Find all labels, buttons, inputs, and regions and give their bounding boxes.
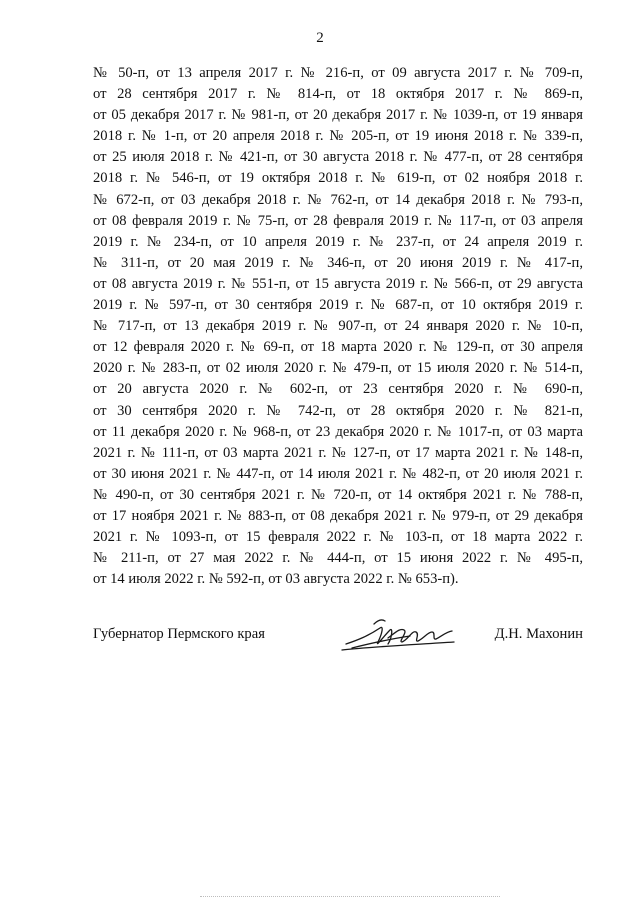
page-number: 2 bbox=[316, 30, 324, 46]
body-line: от 30 июня 2021 г. № 447-п, от 14 июля 2021 г. № 482-п, от 20 июля 2021 г. bbox=[93, 465, 583, 482]
body-line: от 17 ноября 2021 г. № 883-п, от 08 декабря 2021 г. № 979-п, от 29 декабря bbox=[93, 507, 583, 524]
body-line: 2020 г. № 283-п, от 02 июля 2020 г. № 479-п, от 15 июля 2020 г. № 514-п, bbox=[93, 360, 583, 377]
body-line: № 211-п, от 27 мая 2022 г. № 444-п, от 15 июня 2022 г. № 495-п, bbox=[93, 550, 583, 567]
body-line: 2018 г. № 1-п, от 20 апреля 2018 г. № 205-п, от 19 июня 2018 г. № 339-п, bbox=[93, 128, 583, 145]
body-line: 2019 г. № 597-п, от 30 сентября 2019 г. № 687-п, от 10 октября 2019 г. bbox=[93, 297, 583, 314]
handwritten-signature-icon bbox=[338, 614, 458, 658]
footer-divider bbox=[200, 896, 500, 897]
body-text bbox=[93, 63, 583, 590]
body-line-last: от 14 июля 2022 г. № 592-п, от 03 августа 2022 г. № 653-п). bbox=[93, 571, 459, 588]
body-line: № 490-п, от 30 сентября 2021 г. № 720-п, от 14 октября 2021 г. № 788-п, bbox=[93, 486, 583, 503]
body-line: 2019 г. № 234-п, от 10 апреля 2019 г. № 237-п, от 24 апреля 2019 г. bbox=[93, 233, 583, 250]
signature-block bbox=[93, 620, 583, 660]
body-line: от 20 августа 2020 г. № 602-п, от 23 сентября 2020 г. № 690-п, bbox=[93, 381, 583, 398]
signer-title: Губернатор Пермского края bbox=[93, 626, 265, 642]
body-line: № 311-п, от 20 мая 2019 г. № 346-п, от 20 июня 2019 г. № 417-п, bbox=[93, 254, 583, 271]
body-line: от 28 сентября 2017 г. № 814-п, от 18 октября 2017 г. № 869-п, bbox=[93, 86, 583, 103]
body-line: № 50-п, от 13 апреля 2017 г. № 216-п, от 09 августа 2017 г. № 709-п, bbox=[93, 65, 583, 81]
body-line: 2021 г. № 111-п, от 03 марта 2021 г. № 127-п, от 17 марта 2021 г. № 148-п, bbox=[93, 444, 583, 461]
body-line: от 05 декабря 2017 г. № 981-п, от 20 декабря 2017 г. № 1039-п, от 19 января bbox=[93, 107, 583, 124]
body-line: от 11 декабря 2020 г. № 968-п, от 23 декабря 2020 г. № 1017-п, от 03 марта bbox=[93, 423, 583, 440]
body-line: от 25 июля 2018 г. № 421-п, от 30 августа 2018 г. № 477-п, от 28 сентября bbox=[93, 149, 583, 166]
body-line: от 30 сентября 2020 г. № 742-п, от 28 октября 2020 г. № 821-п, bbox=[93, 402, 583, 419]
body-line: 2018 г. № 546-п, от 19 октября 2018 г. № 619-п, от 02 ноября 2018 г. bbox=[93, 170, 583, 187]
body-line: № 717-п, от 13 декабря 2019 г. № 907-п, от 24 января 2020 г. № 10-п, bbox=[93, 318, 583, 335]
body-line: от 08 февраля 2019 г. № 75-п, от 28 февраля 2019 г. № 117-п, от 03 апреля bbox=[93, 212, 583, 229]
body-line: 2021 г. № 1093-п, от 15 февраля 2022 г. № 103-п, от 18 марта 2022 г. bbox=[93, 529, 583, 546]
body-line: № 672-п, от 03 декабря 2018 г. № 762-п, от 14 декабря 2018 г. № 793-п, bbox=[93, 191, 583, 208]
body-line: от 12 февраля 2020 г. № 69-п, от 18 марта 2020 г. № 129-п, от 30 апреля bbox=[93, 339, 583, 356]
body-line: от 08 августа 2019 г. № 551-п, от 15 августа 2019 г. № 566-п, от 29 августа bbox=[93, 275, 583, 292]
signer-name: Д.Н. Махонин bbox=[494, 626, 583, 642]
